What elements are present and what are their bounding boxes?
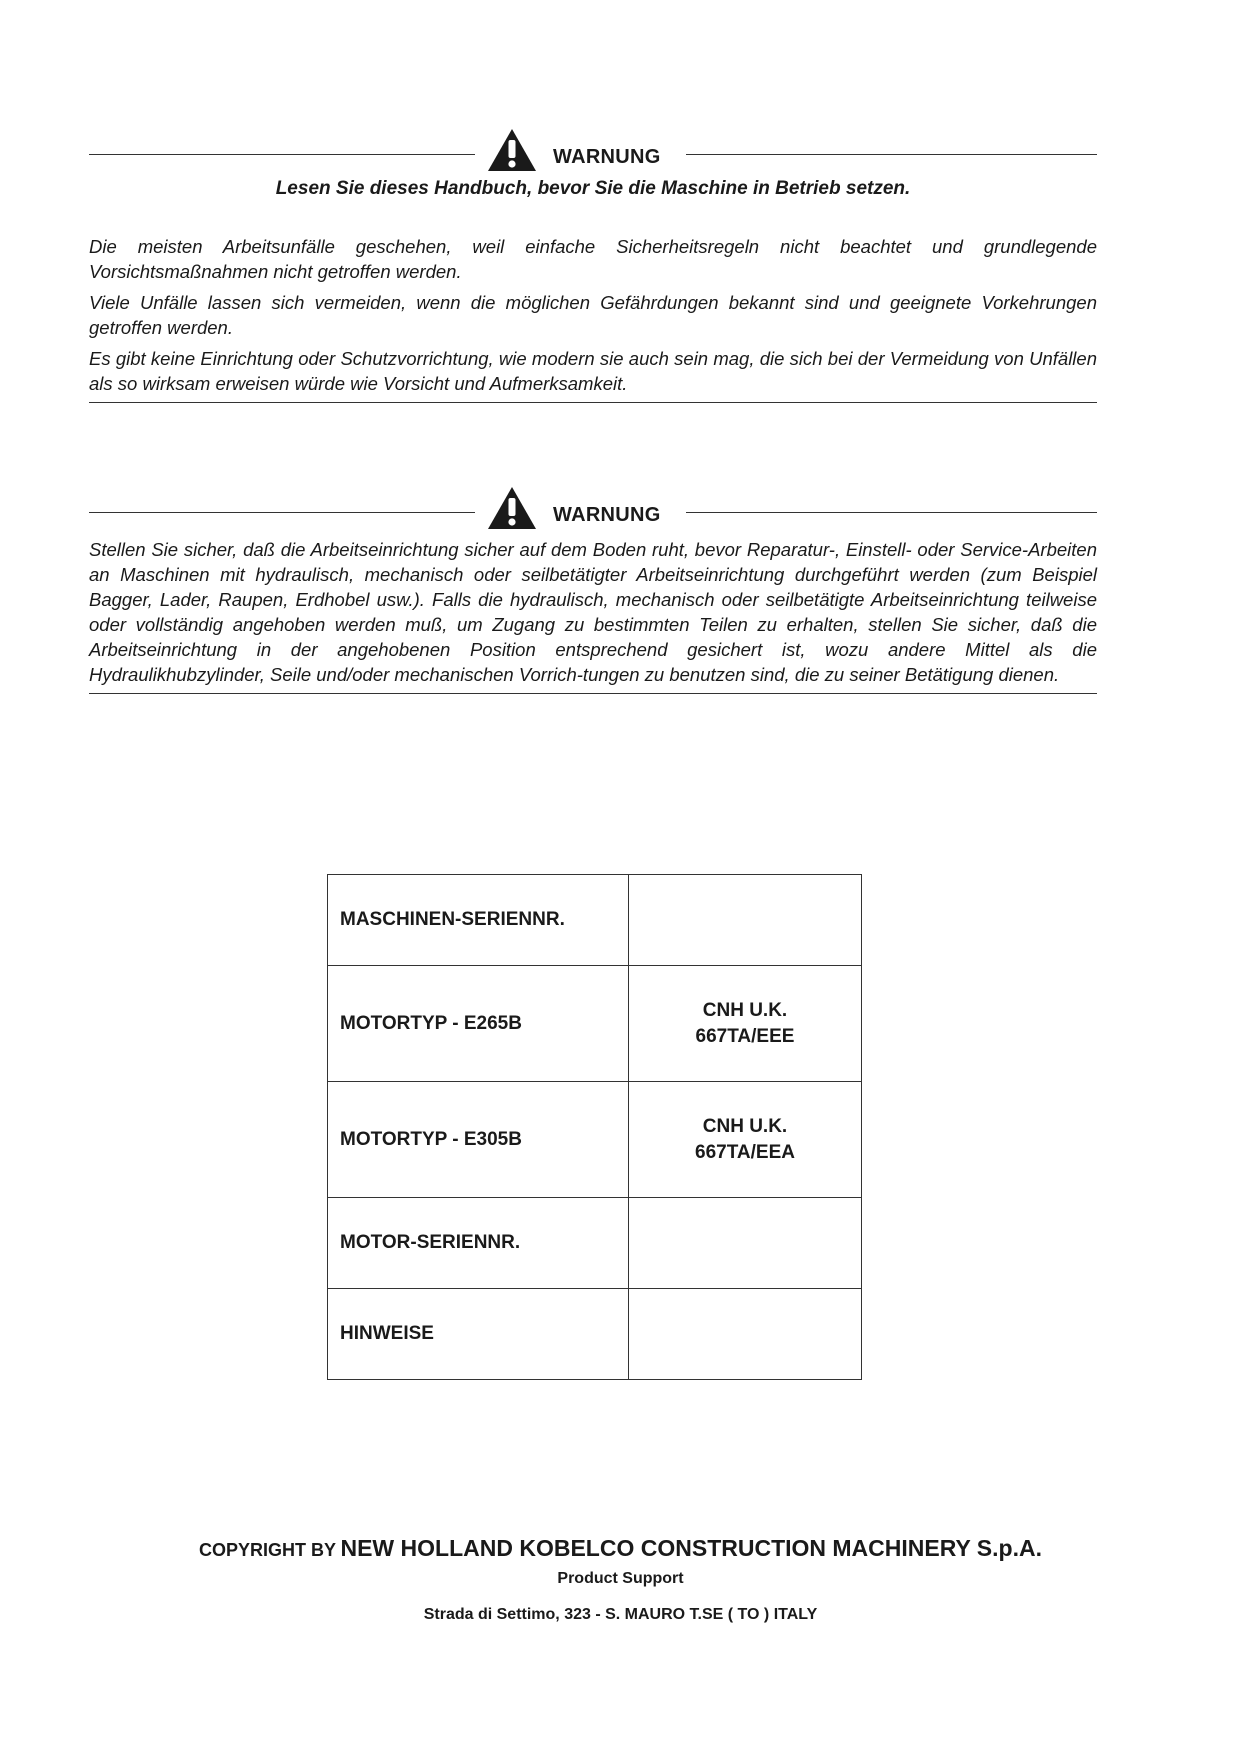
divider bbox=[89, 402, 1097, 403]
row-value bbox=[629, 1198, 862, 1289]
row-value bbox=[629, 1082, 862, 1198]
row-value bbox=[629, 966, 862, 1082]
divider bbox=[89, 512, 475, 513]
warning-paragraph: Stellen Sie sicher, daß die Arbeitseinrichtung sicher auf dem Boden ruht, bevor Reparatur-, Einstell- oder Service-Arbeiten an Maschinen mit hydraulisch, mechanisch oder seilbetätigter Arbeitseinrichtung durchgeführt werden (zum Beispiel Bagger, Lader, Raupen, Erdhobel usw.). Falls die hydraulisch, mechanisch oder seilbetätigte Arbeitseinrichtung teilweise oder vollständig angehoben werden muß, um Zugang zu bestimmten Teilen zu erhalten, stellen Sie sicher, daß die Arbeitseinrichtung in der angehobenen Position entsprechend gesichert ist, wozu andere Mittel als die Hydraulikhubzylinder, Seile und/oder mechanischen Vorrich-tungen zu benutzen sind, die zu seiner Betätigung dienen. bbox=[89, 539, 1097, 685]
table-row bbox=[328, 1082, 862, 1198]
table-row bbox=[328, 875, 862, 966]
divider bbox=[89, 154, 475, 155]
warning-paragraph: Die meisten Arbeitsunfälle geschehen, weil einfache Sicherheitsregeln nicht beachtet und grundlegende Vorsichtsmaßnahmen nicht getroffen werden. bbox=[89, 236, 1097, 282]
warning-paragraph: Viele Unfälle lassen sich vermeiden, wenn die möglichen Gefährdungen bekannt sind und geeignete Vorkehrungen getroffen werden. bbox=[89, 292, 1097, 338]
table-row bbox=[328, 1198, 862, 1289]
warning-triangle-icon bbox=[487, 128, 537, 172]
copyright-line bbox=[0, 1535, 1241, 1562]
address: Strada di Settimo, 323 - S. MAURO T.SE ( TO ) ITALY bbox=[423, 1606, 818, 1623]
warning-title: WARNUNG bbox=[553, 504, 661, 526]
divider bbox=[89, 693, 1097, 694]
copyright-prefix: COPYRIGHT BY bbox=[199, 1540, 337, 1560]
row-label: MOTORTYP - E265B bbox=[328, 966, 629, 1082]
warning-header bbox=[89, 126, 1097, 182]
warning-block-2 bbox=[89, 484, 1097, 694]
table-row bbox=[328, 966, 862, 1082]
company-name: NEW HOLLAND KOBELCO CONSTRUCTION MACHINERY S.p.A. bbox=[340, 1535, 1042, 1561]
row-label: MASCHINEN-SERIENNR. bbox=[328, 875, 629, 966]
warning-subtitle: Lesen Sie dieses Handbuch, bevor Sie die Maschine in Betrieb setzen. bbox=[275, 178, 911, 199]
machine-info-table bbox=[327, 874, 862, 1380]
department: Product Support bbox=[557, 1570, 684, 1587]
divider bbox=[686, 512, 1097, 513]
table-row bbox=[328, 1289, 862, 1380]
divider bbox=[686, 154, 1097, 155]
warning-paragraph: Es gibt keine Einrichtung oder Schutzvorrichtung, wie modern sie auch sein mag, die sich bei der Vermeidung von Unfällen als so wirksam erweisen würde wie Vorsicht und Aufmerksamkeit. bbox=[89, 348, 1097, 394]
warning-title: WARNUNG bbox=[553, 146, 661, 168]
value-line: CNH U.K. bbox=[702, 999, 788, 1021]
value-line: 667TA/EEA bbox=[695, 1141, 795, 1163]
row-value bbox=[629, 1289, 862, 1380]
warning-block-1 bbox=[89, 126, 1097, 403]
row-label: MOTORTYP - E305B bbox=[328, 1082, 629, 1198]
value-line: 667TA/EEE bbox=[695, 1025, 795, 1047]
value-line: CNH U.K. bbox=[702, 1115, 788, 1137]
warning-header bbox=[89, 484, 1097, 540]
row-label: MOTOR-SERIENNR. bbox=[328, 1198, 629, 1289]
row-value bbox=[629, 875, 862, 966]
row-label: HINWEISE bbox=[328, 1289, 629, 1380]
warning-triangle-icon bbox=[487, 486, 537, 530]
